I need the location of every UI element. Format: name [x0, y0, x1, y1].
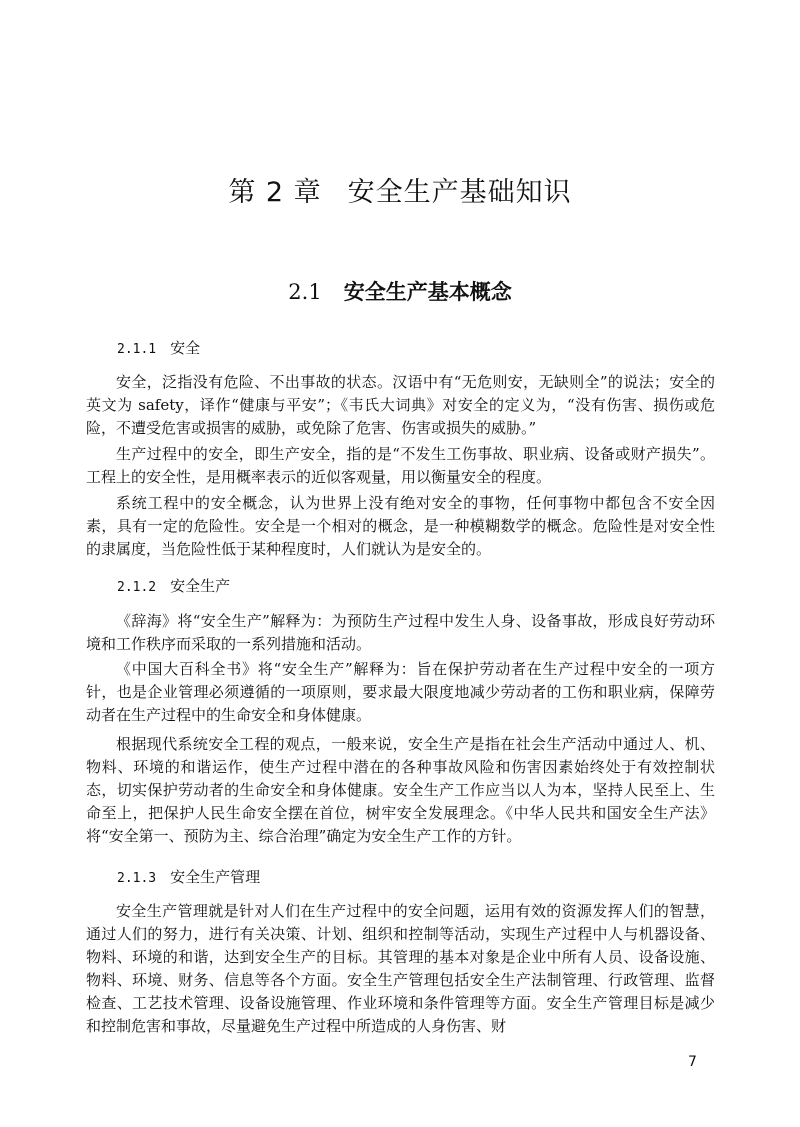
section-title-text: 安全生产基本概念: [343, 279, 512, 304]
subsection-heading-2-1-3: [117, 866, 260, 887]
paragraph: 安全，泛指没有危险、不出事故的状态。汉语中有“无危则安，无缺则全”的说法；安全的英文为 safety，译作“健康与平安”；《韦氏大词典》对安全的定义为，“没有伤害、损伤或危险，不遭受危害或损害的威胁，或免除了危害、伤害或损失的威胁。”: [86, 373, 715, 437]
subsection-heading-2-1-1: [117, 337, 200, 358]
paragraph: 生产过程中的安全，即生产安全，指的是“不发生工伤事故、职业病、设备或财产损失”。工程上的安全性，是用概率表示的近似客观量，用以衡量安全的程度。: [86, 445, 715, 486]
section-title: [0, 276, 800, 306]
chapter-number: 第 2 章: [228, 177, 322, 208]
paragraph: 根据现代系统安全工程的观点，一般来说，安全生产是指在社会生产活动中通过人、机、物料、环境的和谐运作，使生产过程中潜在的各种事故风险和伤害因素始终处于有效控制状态，切实保护劳动者的生命安全和身体健康。安全生产工作应当以人为本，坚持人民至上、生命至上，把保护人民生命安全摆在首位，树牢安全发展理念。《中华人民共和国安全生产法》将“安全第一、预防为主、综合治理”确定为安全生产工作的方针。: [86, 735, 715, 845]
subsection-number: 2.1.1: [117, 342, 157, 357]
paragraph: 系统工程中的安全概念，认为世界上没有绝对安全的事物，任何事物中都包含不安全因素，具有一定的危险性。安全是一个相对的概念，是一种模糊数学的概念。危险性是对安全性的隶属度，当危险性低于某种程度时，人们就认为是安全的。: [86, 494, 715, 558]
paragraph: 安全生产管理就是针对人们在生产过程中的安全问题，运用有效的资源发挥人们的智慧，通过人们的努力，进行有关决策、计划、组织和控制等活动，实现生产过程中人与机器设备、物料、环境的和谐，达到安全生产的目标。其管理的基本对象是企业中所有人员、设备设施、物料、环境、财务、信息等各个方面。安全生产管理包括安全生产法制管理、行政管理、监督检查、工艺技术管理、设备设施管理、作业环境和条件管理等方面。安全生产管理目标是减少和控制危害和事故，尽量避免生产过程中所造成的人身伤害、财: [86, 902, 715, 1035]
subsection-number: 2.1.2: [117, 580, 157, 595]
subsection-heading-2-1-2: [117, 575, 230, 596]
paragraph: 《辞海》将“安全生产”解释为：为预防生产过程中发生人身、设备事故，形成良好劳动环境和工作秩序而采取的一系列措施和活动。: [86, 612, 715, 653]
page-number: 7: [688, 1054, 697, 1070]
subsection-title: 安全生产管理: [170, 868, 261, 886]
chapter-title-text: 安全生产基础知识: [347, 177, 572, 208]
subsection-number: 2.1.3: [117, 871, 157, 886]
paragraph: 《中国大百科全书》将“安全生产”解释为：旨在保护劳动者在生产过程中安全的一项方针，也是企业管理必须遵循的一项原则，要求最大限度地减少劳动者的工伤和职业病，保障劳动者在生产过程中的生命安全和身体健康。: [86, 660, 715, 724]
chapter-title: [0, 170, 800, 209]
section-number: 2.1: [288, 280, 322, 304]
subsection-title: 安全生产: [170, 577, 231, 595]
subsection-title: 安全: [170, 339, 201, 357]
